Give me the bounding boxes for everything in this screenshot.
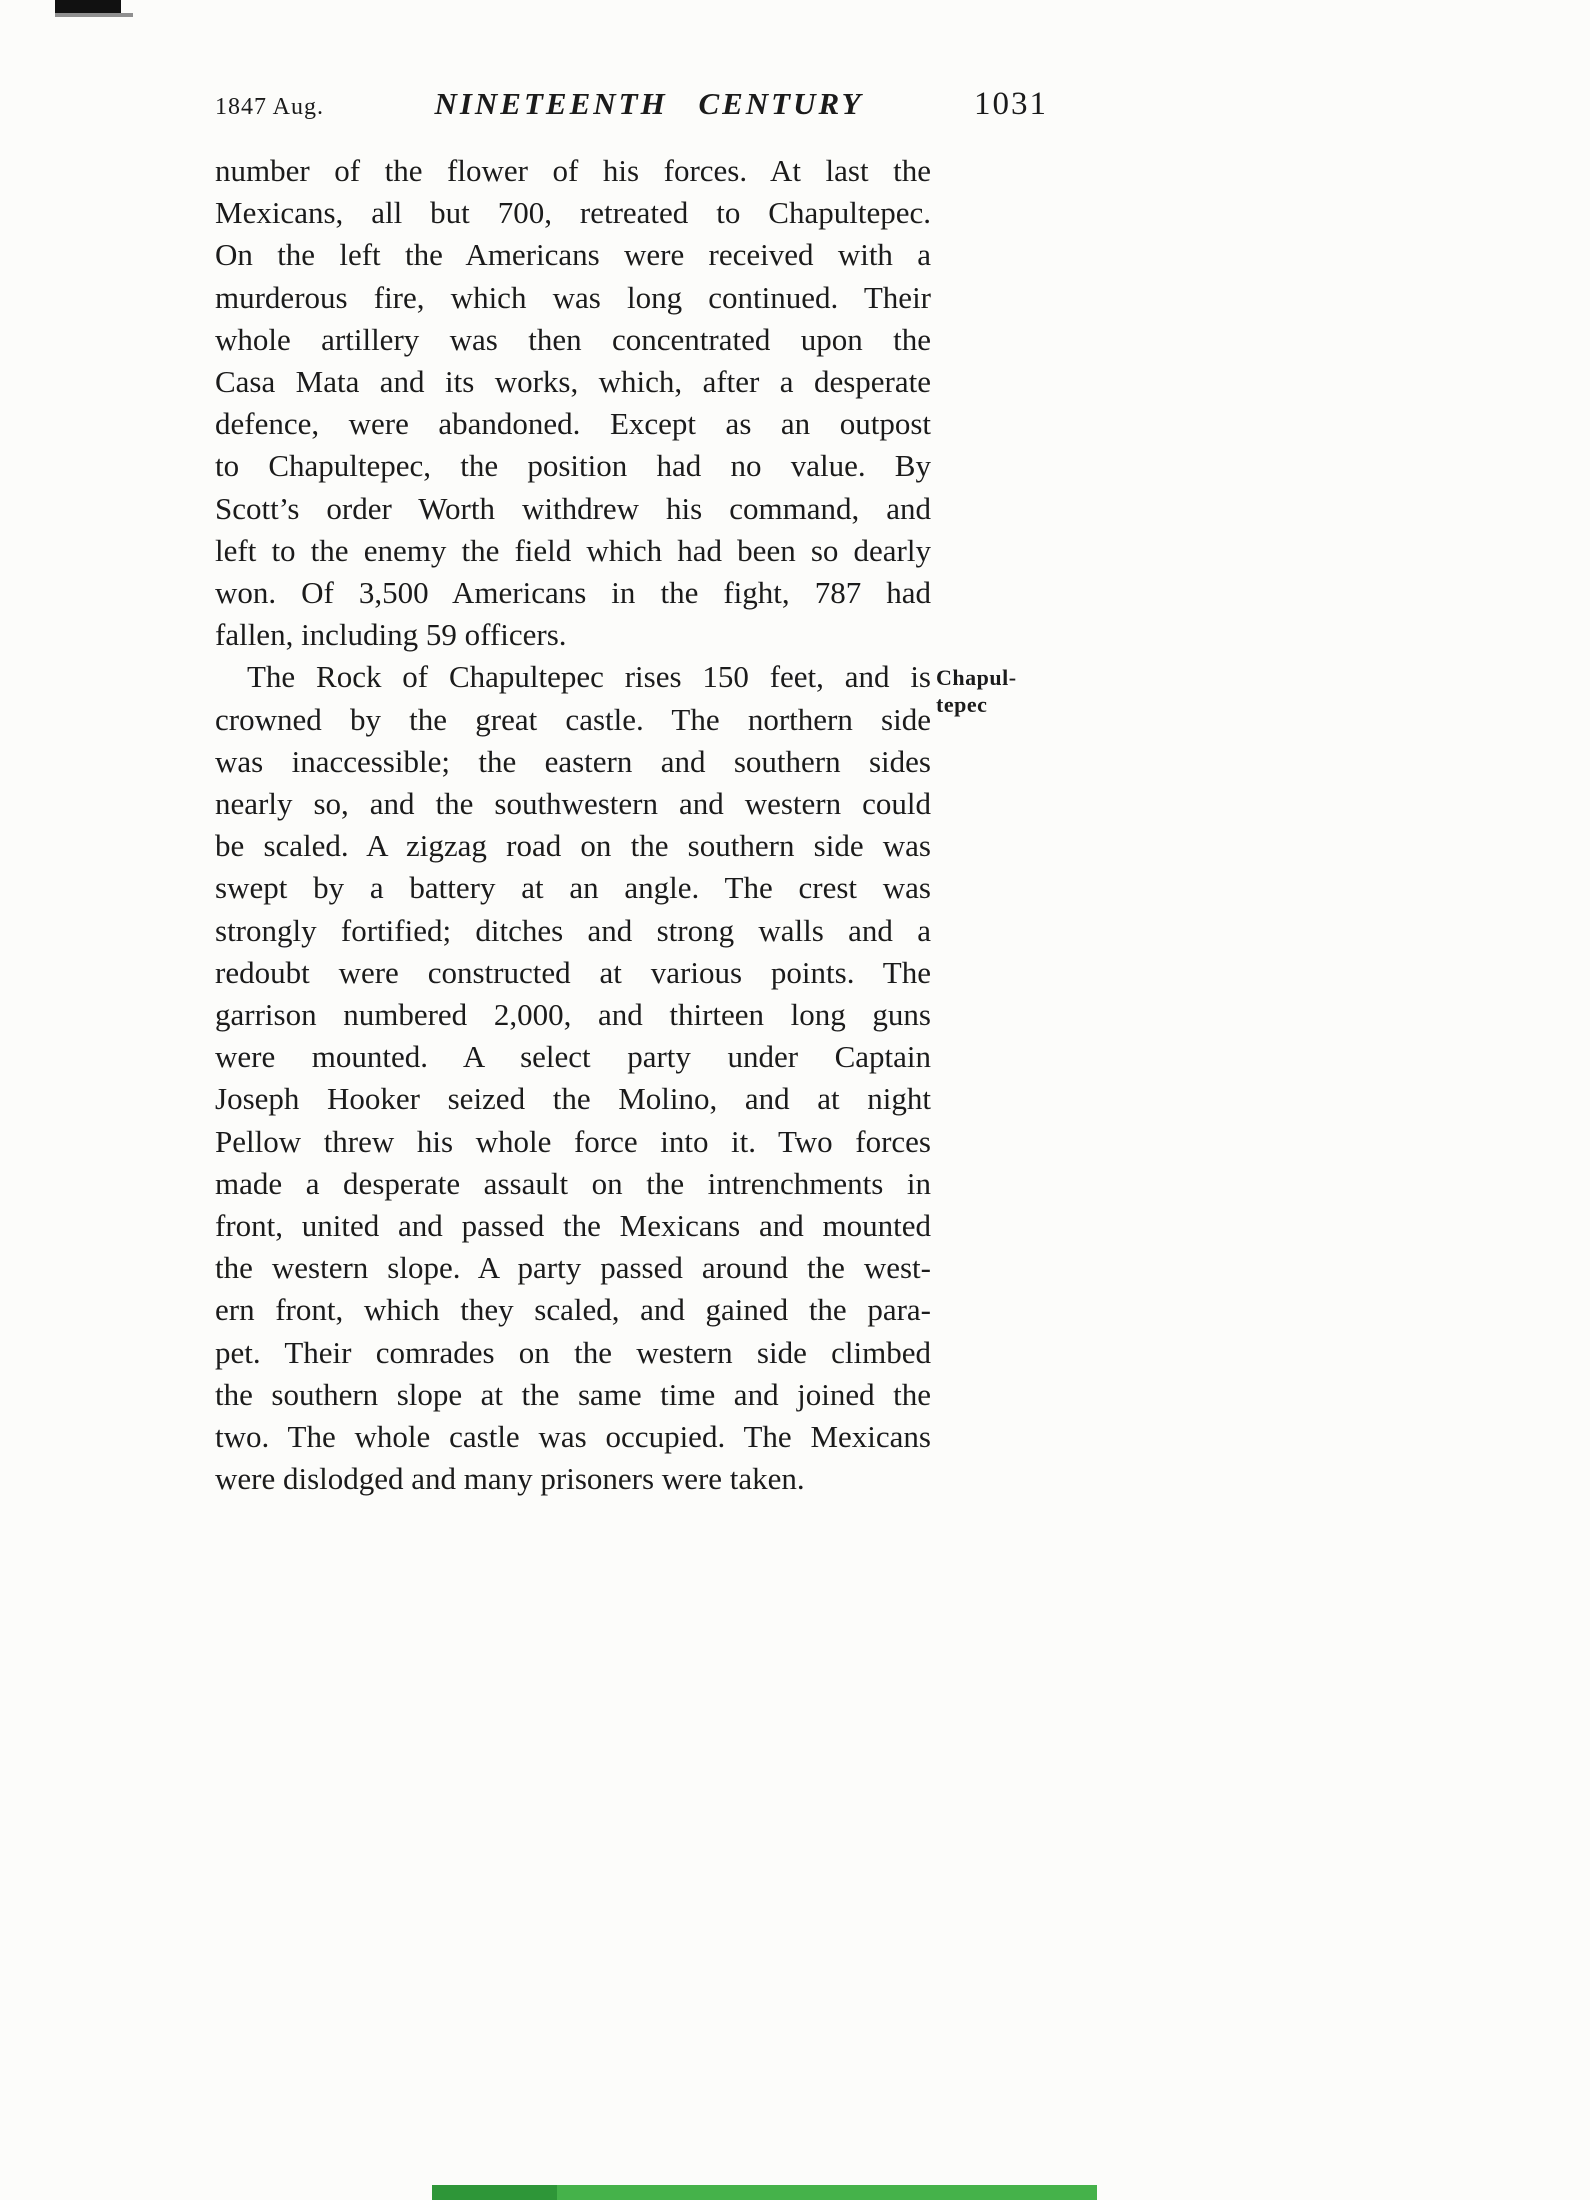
text-line: ern front, which they scaled, and gained the para- bbox=[215, 1292, 931, 1328]
text-line: swept by a battery at an angle. The crest was bbox=[215, 870, 931, 906]
running-head bbox=[215, 86, 1048, 123]
text-line: strongly fortified; ditches and strong walls and a bbox=[215, 912, 931, 948]
margin-note bbox=[936, 664, 1056, 718]
text-line: were mounted. A select party under Captain bbox=[215, 1039, 931, 1075]
text-line: pet. Their comrades on the western side climbed bbox=[215, 1334, 931, 1370]
scan-artifact-corner-line bbox=[55, 13, 133, 17]
text-line: Scott’s order Worth withdrew his command, and bbox=[215, 490, 931, 526]
text-line: whole artillery was then concentrated upon the bbox=[215, 321, 931, 357]
running-head-date: 1847 Aug. bbox=[215, 94, 325, 120]
text-line: were dislodged and many prisoners were taken. bbox=[215, 1461, 805, 1497]
text-line: won. Of 3,500 Americans in the fight, 787 had bbox=[215, 575, 931, 611]
text-line: left to the enemy the field which had been so dearly bbox=[215, 532, 931, 568]
scan-artifact-bottom-bar bbox=[432, 2185, 1097, 2200]
text-line: was inaccessible; the eastern and southern sides bbox=[215, 743, 931, 779]
scan-artifact-corner-mark bbox=[55, 0, 121, 13]
margin-note-line: tepec bbox=[936, 692, 988, 717]
text-line: nearly so, and the southwestern and western could bbox=[215, 786, 931, 822]
text-line: Mexicans, all but 700, retreated to Chapultepec. bbox=[215, 195, 931, 231]
text-line: murderous fire, which was long continued. Their bbox=[215, 279, 931, 315]
running-head-title: NINETEENTH CENTURY bbox=[434, 86, 864, 121]
text-line: the western slope. A party passed around the west- bbox=[215, 1250, 931, 1286]
margin-note-line: Chapul- bbox=[936, 665, 1017, 690]
text-line: number of the flower of his forces. At last the bbox=[215, 153, 931, 188]
scan-artifact-bottom-bar-right bbox=[557, 2185, 1097, 2200]
page-number: 1031 bbox=[974, 86, 1048, 122]
text-line: two. The whole castle was occupied. The Mexicans bbox=[215, 1419, 931, 1455]
text-line: be scaled. A zigzag road on the southern side was bbox=[215, 828, 931, 864]
text-line: Casa Mata and its works, which, after a desperate bbox=[215, 364, 931, 400]
text-line: On the left the Americans were received with a bbox=[215, 237, 931, 273]
text-line: made a desperate assault on the intrenchments in bbox=[215, 1165, 931, 1201]
text-line: defence, were abandoned. Except as an outpost bbox=[215, 406, 931, 442]
text-line: garrison numbered 2,000, and thirteen long guns bbox=[215, 997, 931, 1033]
text-line: Pellow threw his whole force into it. Two forces bbox=[215, 1123, 931, 1159]
text-line: the southern slope at the same time and joined the bbox=[215, 1376, 931, 1412]
text-line: The Rock of Chapultepec rises 150 feet, and is bbox=[247, 659, 931, 695]
text-line: to Chapultepec, the position had no value. By bbox=[215, 448, 931, 484]
text-line: crowned by the great castle. The northern side bbox=[215, 701, 931, 737]
scan-artifact-bottom-bar-left bbox=[432, 2185, 557, 2200]
text-line: front, united and passed the Mexicans and mounted bbox=[215, 1208, 931, 1244]
text-line: redoubt were constructed at various points. The bbox=[215, 954, 931, 990]
text-line: Joseph Hooker seized the Molino, and at night bbox=[215, 1081, 931, 1117]
text-line: fallen, including 59 officers. bbox=[215, 617, 567, 653]
body-text bbox=[215, 150, 931, 1501]
